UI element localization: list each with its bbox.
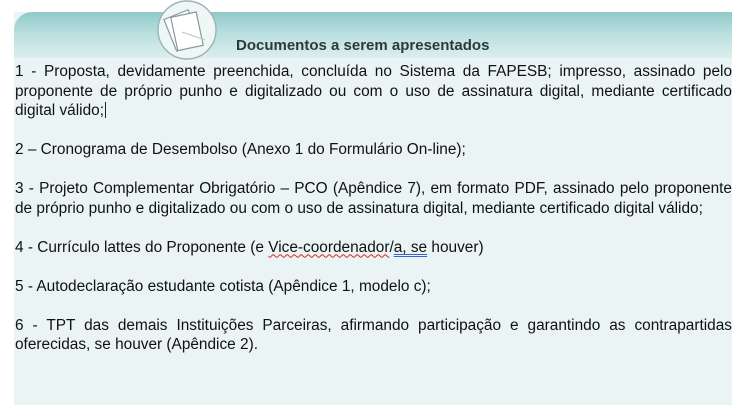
grammar-flagged-text[interactable]: a, se [393,238,428,256]
item-text: / [389,238,394,256]
list-item [15,140,732,160]
spelling-flagged-text[interactable]: Vice-coordenador [268,238,390,256]
documents-list [15,62,732,355]
item-number: 4 - [15,238,33,256]
item-text: Projeto Complementar Obrigatório – PCO (Apêndice 7), em formato PDF, assinado pelo proponente de próprio punho e digitalizado ou com o uso de assinatura digital, mediante certificado digital válido; [15,180,732,217]
list-item [15,277,732,297]
item-text: 2 – Cronograma de Desembolso (Anexo 1 do Formulário On-line); [15,141,466,158]
documents-panel [14,12,732,405]
item-text: houver) [427,238,484,256]
item-number: 5 - [15,277,33,295]
list-item [15,316,732,355]
list-item [15,62,732,121]
item-number: 3 - [15,180,34,197]
item-text: Proposta, devidamente preenchida, concluída no Sistema da FAPESB; impresso, assinado pelo proponente de próprio punho e digitalizado ou com o uso de assinatura digital, mediante certificado digital válido; [15,63,732,119]
item-number: 6 - [15,316,38,334]
item-text: Currículo lattes do Proponente (e [32,238,269,256]
panel-title: Documentos a serem apresentados [236,37,490,54]
item-text: TPT das demais Instituições Parceiras, afirmando participação e garantindo as contrapartidas oferecidas, se houver (Apêndice 2). [15,316,732,353]
list-item [15,238,732,258]
document-stack-icon [155,0,219,64]
list-item [15,179,732,218]
item-text: Autodeclaração estudante cotista (Apêndice 1, modelo c); [32,277,431,295]
panel-header [14,12,732,58]
item-number: 1 - [15,63,37,80]
text-cursor [105,102,106,118]
